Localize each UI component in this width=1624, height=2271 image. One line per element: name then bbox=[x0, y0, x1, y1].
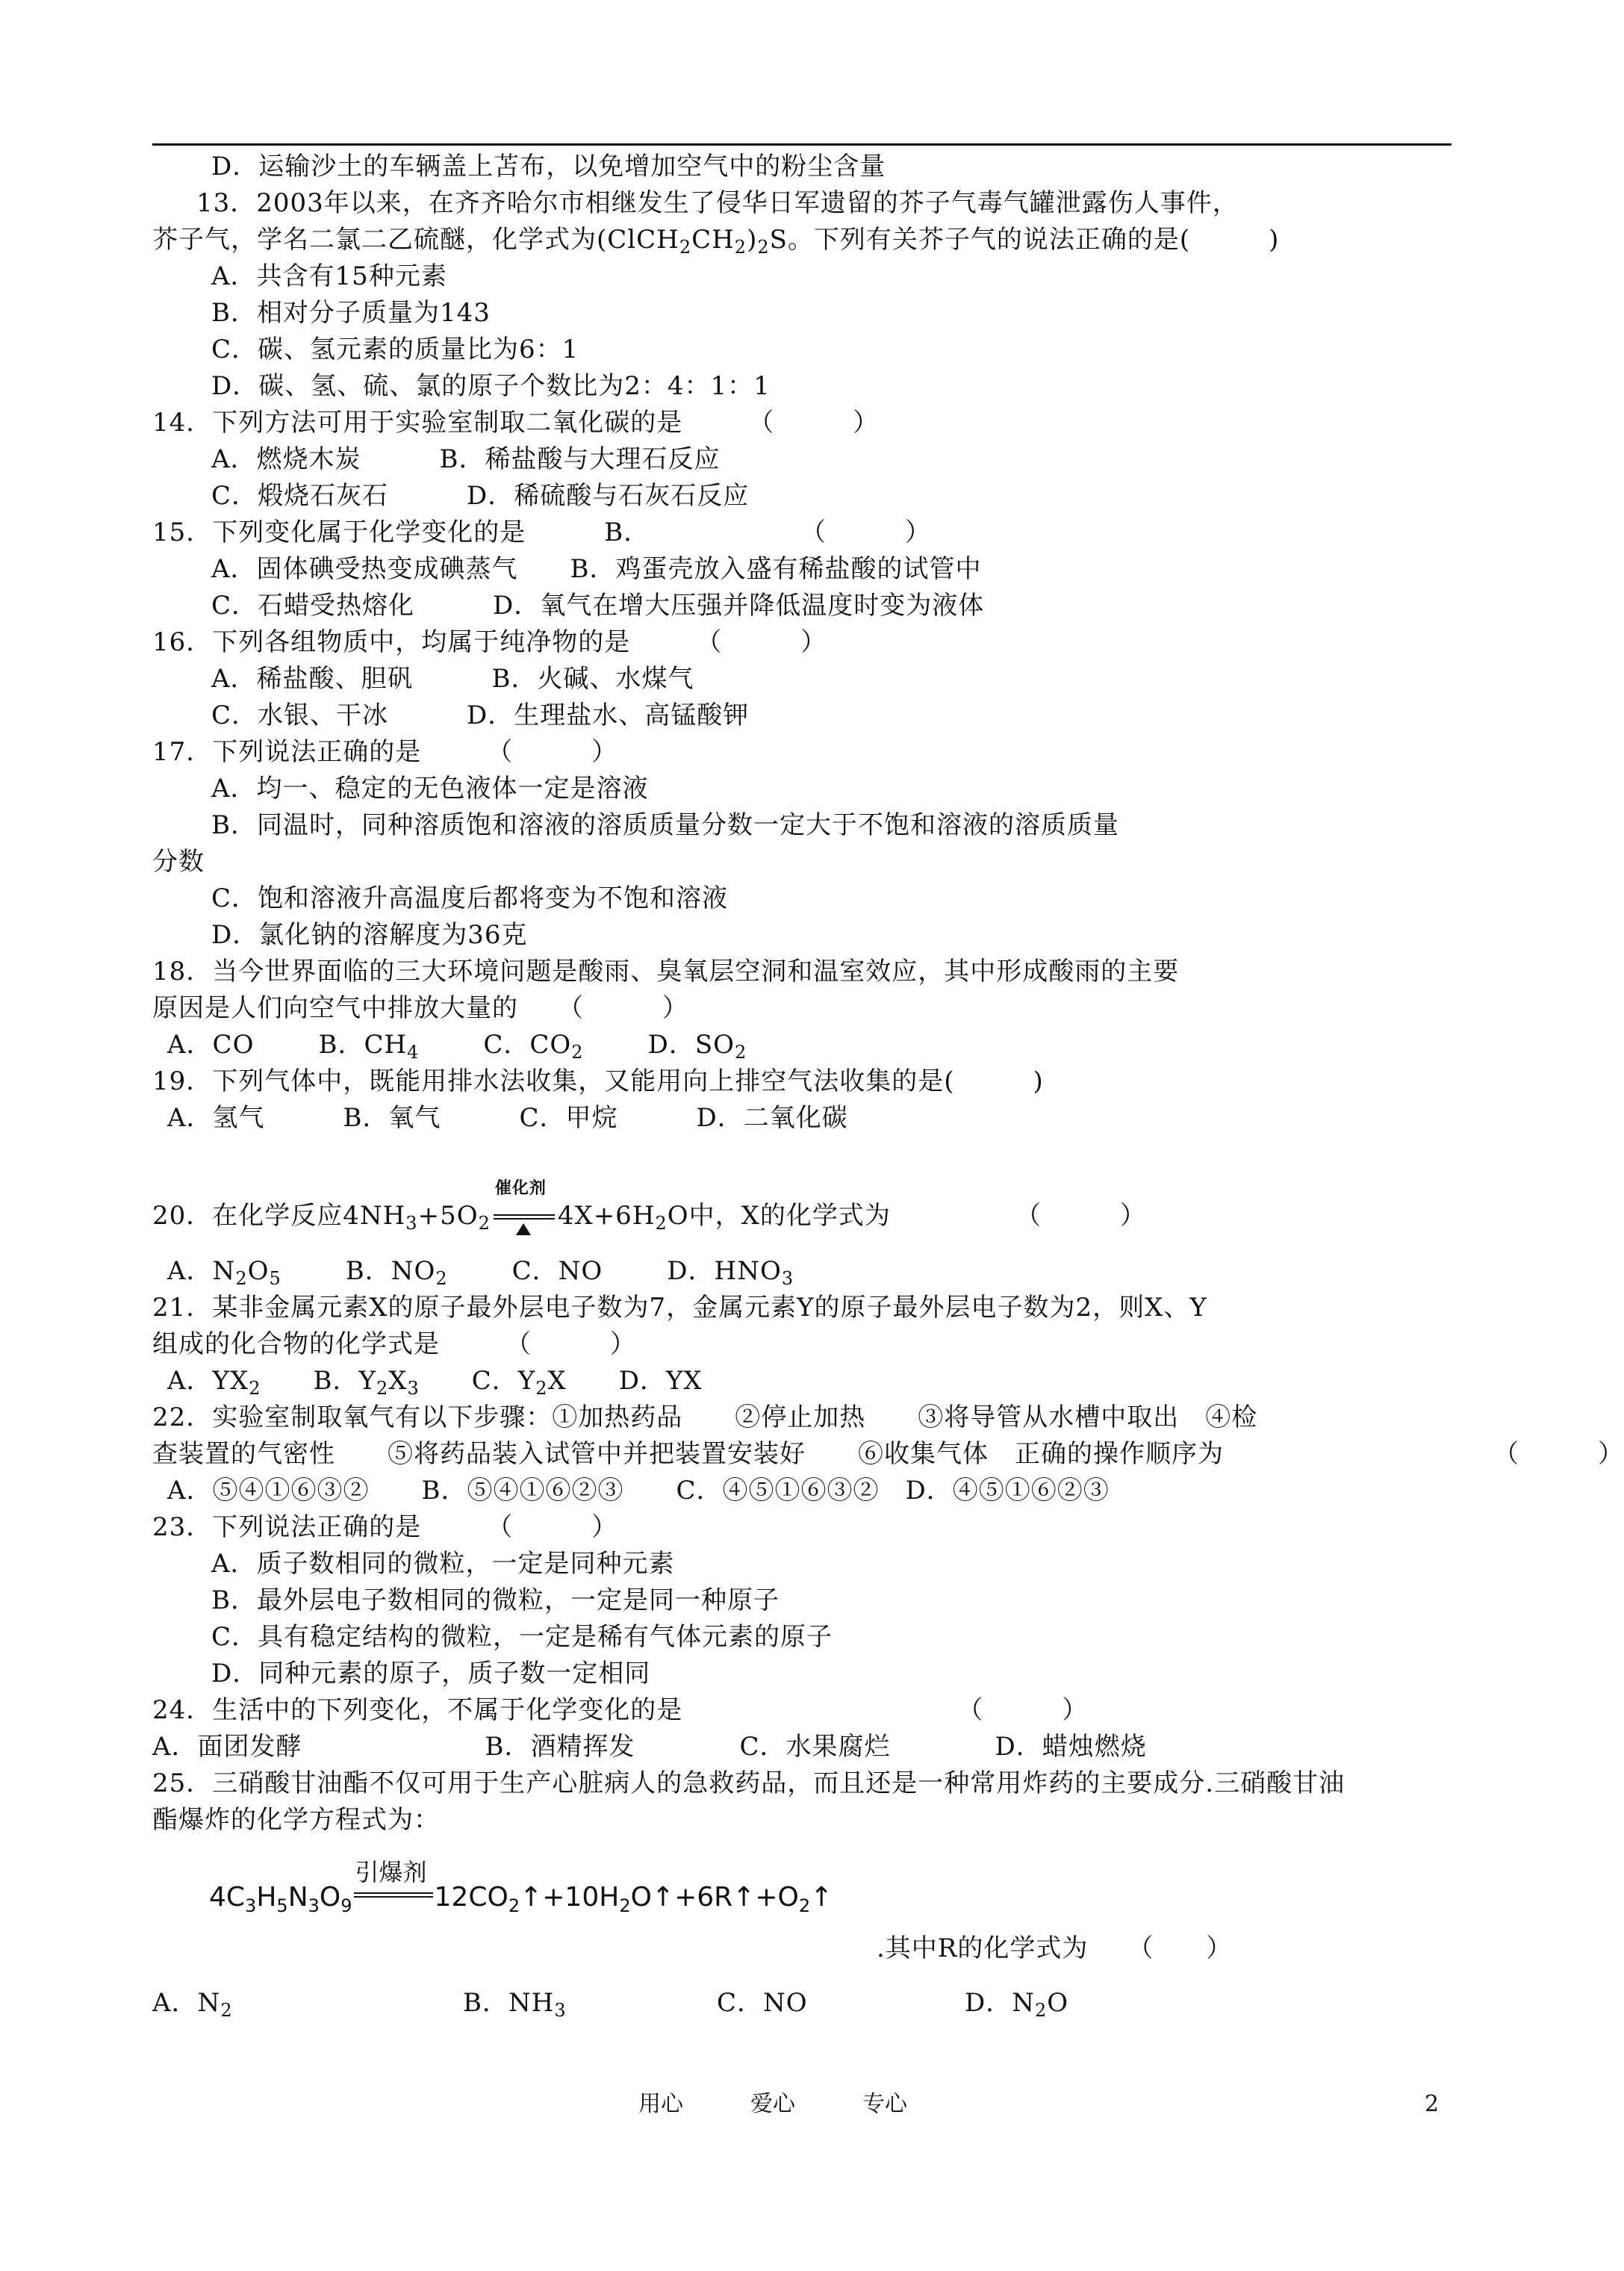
q16-options-cd: C．水银、干冰 D．生理盐水、高锰酸钾 bbox=[211, 700, 750, 730]
arrow-line-bottom bbox=[494, 1218, 555, 1220]
q18-stem-line1: 18．当今世界面临的三大环境问题是酸雨、臭氧层空洞和温室效应，其中形成酸雨的主要 bbox=[152, 957, 1180, 987]
q24-stem: 24．生活中的下列变化，不属于化学变化的是 （ ） bbox=[152, 1695, 1089, 1725]
heat-triangle-icon bbox=[516, 1223, 531, 1235]
q23-stem: 23．下列说法正确的是 （ ） bbox=[152, 1512, 618, 1542]
arrow-line-top bbox=[354, 1892, 433, 1894]
q13-option-d: D．碳、氢、硫、氯的原子个数比为2：4：1：1 bbox=[211, 371, 771, 401]
q17-option-c: C．饱和溶液升高温度后都将变为不饱和溶液 bbox=[211, 883, 729, 913]
q14-options-cd: C．煅烧石灰石 D．稀硫酸与石灰石反应 bbox=[211, 481, 750, 511]
q13-option-b: B．相对分子质量为143 bbox=[211, 298, 491, 328]
q21-stem-line2: 组成的化合物的化学式是 （ ） bbox=[152, 1329, 636, 1359]
q20-paren: （ ） bbox=[1015, 1201, 1146, 1231]
header-rule bbox=[152, 143, 1452, 146]
q15-options-ab: A．固体碘受热变成碘蒸气 B．鸡蛋壳放入盛有稀盐酸的试管中 bbox=[211, 554, 982, 584]
q14-options-ab: A．燃烧木炭 B．稀盐酸与大理石反应 bbox=[211, 444, 721, 474]
q19-stem: 19．下列气体中，既能用排水法收集，又能用向上排空气法收集的是( ) bbox=[152, 1066, 1044, 1096]
q23-option-a: A．质子数相同的微粒，一定是同种元素 bbox=[211, 1549, 675, 1579]
q23-option-d: D．同种元素的原子，质子数一定相同 bbox=[211, 1659, 651, 1689]
q12-option-d: D．运输沙土的车辆盖上苫布，以免增加空气中的粉尘含量 bbox=[211, 152, 886, 181]
q16-options-ab: A．稀盐酸、胆矾 B．火碱、水煤气 bbox=[211, 664, 694, 694]
q20-stem: 20．在化学反应$4NH_3+5O_2$ 催化剂 $4X+6H_2O$中，X的化学式为 bbox=[152, 1201, 891, 1231]
q23-option-c: C．具有稳定结构的微粒，一定是稀有气体元素的原子 bbox=[211, 1622, 833, 1652]
q16-stem: 16．下列各组物质中，均属于纯净物的是 （ ） bbox=[152, 627, 827, 657]
q22-options: A．⑤④①⑥③② B．⑤④①⑥②③ C．④⑤①⑥③② D．④⑤①⑥②③ bbox=[167, 1476, 1110, 1506]
q19-options: A．氢气 B．氧气 C．甲烷 D．二氧化碳 bbox=[167, 1103, 848, 1133]
q15-paren: （ ） bbox=[800, 518, 931, 547]
page-number: 2 bbox=[1425, 2091, 1440, 2117]
catalyst-label: 催化剂 bbox=[494, 1179, 547, 1198]
catalyst-arrow bbox=[491, 1179, 558, 1231]
q20-options: A．$N_2O_5$ B．$NO_2$ C．NO D．$HNO_3$ bbox=[167, 1256, 794, 1289]
q15-stem: 15．下列变化属于化学变化的是 B． bbox=[152, 518, 650, 547]
detonator-arrow bbox=[352, 1858, 435, 1913]
document-page: D．运输沙土的车辆盖上苫布，以免增加空气中的粉尘含量 13．2003年以来，在齐齐哈尔市相继发生了侵华日军遗留的芥子气毒气罐泄露伤人事件， 芥子气，学名二氯二乙硫醚，化学式为$(ClCH_2CH_2)_2S$。下列有关芥子气的说法正确的是( ) A．共含有15种元素 B．相对分子质量为143 C．碳、氢元素的质量比为6：1 D．碳、氢、硫、氯的原子个数比为2：4：1：1 14．下列方法可用于实验室制取二氧化碳的是 （ ） A．燃烧木炭 B．稀盐酸与大理石反应 C．煅烧石灰石 D．稀硫酸与石灰石反应 15．下列变化属于化学变化的是 B． （ ） A．固体碘受热变成碘蒸气 B．鸡蛋壳放入盛有稀盐酸的试管中 C．石蜡受热熔化 D．氧气在增大压强并降低温度时变为液体 16．下列各组物质中，均属于纯净物的是 （ ） A．稀盐酸、胆矾 B．火碱、水煤气 C．水银、干冰 D．生理盐水、高锰酸钾 17．下列说法正确的是 （ ） A．均一、稳定的无色液体一定是溶液 B．同温时，同种溶质饱和溶液的溶质质量分数一定大于不饱和溶液的溶质质量 分数 C．饱和溶液升高温度后都将变为不饱和溶液 D．氯化钠的溶解度为36克 18．当今世界面临的三大环境问题是酸雨、臭氧层空洞和温室效应，其中形成酸雨的主要 原因是人们向空气中排放大量的 （ ） A．CO B．$CH_4$ C．$CO_2$ D．$SO_2$ 19．下列气体中，既能用排水法收集，又能用向上排空气法收集的是( ) A．氢气 B．氧气 C．甲烷 D．二氧化碳 20．在化学反应$4NH_3+5O_2$ 催化剂 $4X+6H_2O$中，X的化学式为 （ ） A．$N_2O_5$ B．$NO_2$ C．NO D．$HNO_3$ 21．某非金属元素X的原子最外层电子数为7，金属元素Y的原子最外层电子数为2，则X、Y 组成的化合物的化学式是 （ ） A．$YX_2$ B．$Y_2X_3$ C．$Y_2X$ D．YX 22．实验室制取氧气有以下步骤：①加热药品 ②停止加热 ③将导管从水槽中取出 ④检 查装置的气密性 ⑤将药品装入试管中并把装置安装好 ⑥收集气体 正确的操作顺序为 （ ） A．⑤④①⑥③② B．⑤④①⑥②③ C．④⑤①⑥③② D．④⑤①⑥②③ 23．下列说法正确的是 （ ） A．质子数相同的微粒，一定是同种元素 B．最外层电子数相同的微粒，一定是同一种原子 C．具有稳定结构的微粒，一定是稀有气体元素的原子 D．同种元素的原子，质子数一定相同 24．生活中的下列变化，不属于化学变化的是 （ ） A．面团发酵 B．酒精挥发 C．水果腐烂 D．蜡烛燃烧 25．三硝酸甘油酯不仅可用于生产心脏病人的急救药品，而且还是一种常用炸药的主要成分.三硝酸甘油 酯爆炸的化学方程式为： $4C_3H_5N_3O_9$ 引爆剂 $12CO_2↑+10H_2O↑+6R↑+O_2↑$ .其中R的化学式为 （ ） A．$N_2$ B．$NH_3$ C．NO D．$N_2O$ 用心 爱心 专心 2 bbox=[0, 0, 1605, 2271]
q18-options: A．CO B．$CH_4$ C．$CO_2$ D．$SO_2$ bbox=[167, 1030, 747, 1063]
q18-stem-line2: 原因是人们向空气中排放大量的 （ ） bbox=[152, 993, 688, 1023]
footer-slogan: 用心 爱心 专心 bbox=[638, 2091, 907, 2117]
q13-option-c: C．碳、氢元素的质量比为6：1 bbox=[211, 335, 579, 364]
q21-options: A．$YX_2$ B．$Y_2X_3$ C．$Y_2X$ D．YX bbox=[167, 1366, 703, 1399]
q25-stem-line1: 25．三硝酸甘油酯不仅可用于生产心脏病人的急救药品，而且还是一种常用炸药的主要成分.三硝酸甘油 bbox=[152, 1768, 1345, 1798]
q14-stem: 14．下列方法可用于实验室制取二氧化碳的是 （ ） bbox=[152, 408, 880, 438]
q22-stem-line1: 22．实验室制取氧气有以下步骤：①加热药品 ②停止加热 ③将导管从水槽中取出 ④检 bbox=[152, 1402, 1258, 1432]
q25-question: .其中R的化学式为 （ ） bbox=[877, 1933, 1233, 1963]
q21-stem-line1: 21．某非金属元素X的原子最外层电子数为7，金属元素Y的原子最外层电子数为2，则X、Y bbox=[152, 1293, 1207, 1323]
q13-stem-line2: 芥子气，学名二氯二乙硫醚，化学式为$(ClCH_2CH_2)_2S$。下列有关芥子气的说法正确的是( ) bbox=[152, 225, 1280, 258]
q17-option-b: B．同温时，同种溶质饱和溶液的溶质质量分数一定大于不饱和溶液的溶质质量 bbox=[211, 810, 1119, 840]
q24-options: A．面团发酵 B．酒精挥发 C．水果腐烂 D．蜡烛燃烧 bbox=[152, 1732, 1147, 1762]
q23-option-b: B．最外层电子数相同的微粒，一定是同一种原子 bbox=[211, 1585, 780, 1615]
q13-stem-line1: 13．2003年以来，在齐齐哈尔市相继发生了侵华日军遗留的芥子气毒气罐泄露伤人事件， bbox=[196, 188, 1239, 218]
q17-stem: 17．下列说法正确的是 （ ） bbox=[152, 737, 618, 767]
detonator-label: 引爆剂 bbox=[355, 1858, 427, 1886]
q17-option-a: A．均一、稳定的无色液体一定是溶液 bbox=[211, 774, 649, 804]
q17-option-d: D．氯化钠的溶解度为36克 bbox=[211, 920, 528, 950]
q25-equation: $4C_3H_5N_3O_9$ 引爆剂 $12CO_2↑+10H_2O↑+6R↑+O_2↑$ bbox=[209, 1858, 833, 1917]
arrow-line-top bbox=[494, 1214, 555, 1216]
q17-option-b-cont: 分数 bbox=[152, 847, 205, 877]
q15-options-cd: C．石蜡受热熔化 D．氧气在增大压强并降低温度时变为液体 bbox=[211, 591, 985, 621]
arrow-line-bottom bbox=[354, 1896, 433, 1898]
q22-paren: （ ） bbox=[1493, 1439, 1624, 1469]
q25-stem-line2: 酯爆炸的化学方程式为： bbox=[152, 1805, 440, 1835]
q13-option-a: A．共含有15种元素 bbox=[211, 261, 447, 291]
q22-stem-line2: 查装置的气密性 ⑤将药品装入试管中并把装置安装好 ⑥收集气体 正确的操作顺序为 bbox=[152, 1439, 1224, 1469]
